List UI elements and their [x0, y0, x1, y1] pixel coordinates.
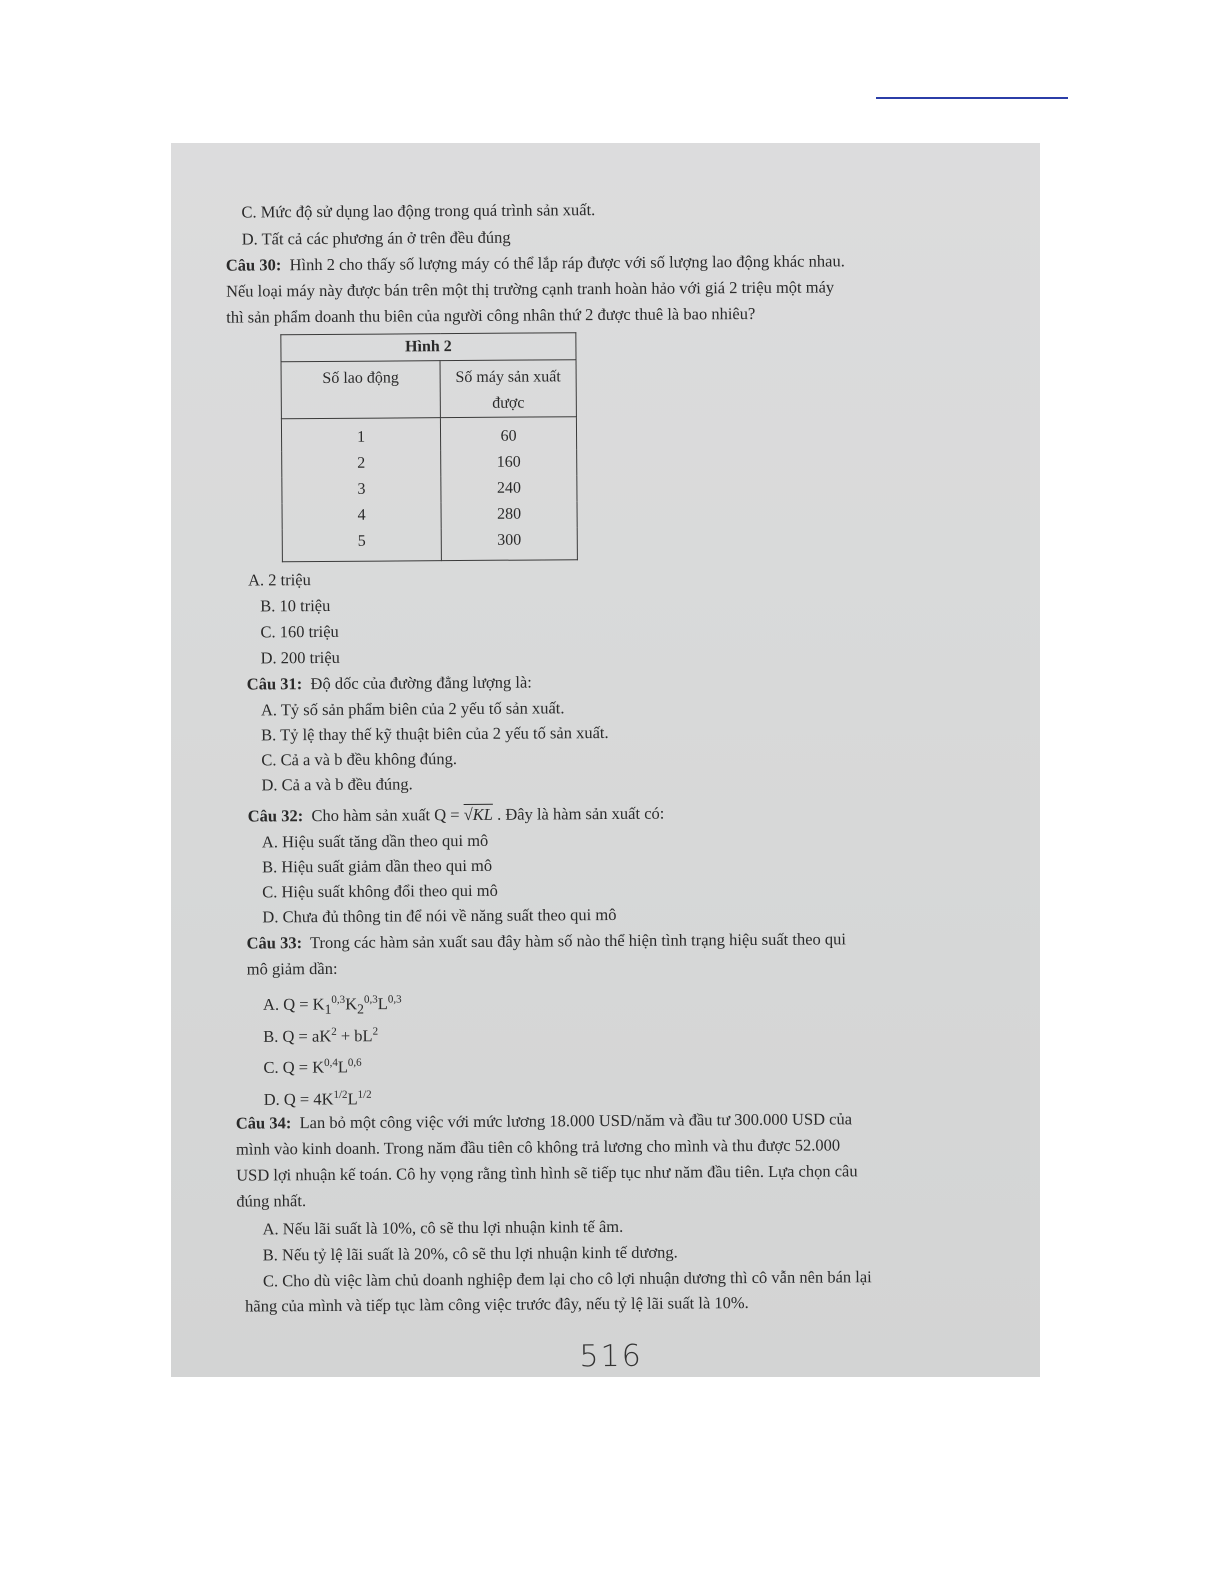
q30-option-a: A. 2 triệu — [247, 570, 311, 590]
table-row — [282, 501, 577, 529]
q31-option-a: A. Tỷ số sản phẩm biên của 2 yếu tố sản xuất. — [260, 698, 565, 720]
q34-stem-line3: USD lợi nhuận kế toán. Cô hy vọng rằng tình hình sẽ tiếp tục như năm đầu tiên. Lựa chọn câu — [236, 1161, 858, 1185]
q33-a-exp3: 0,3 — [387, 993, 402, 1006]
figure-2-table — [280, 332, 578, 562]
table-header-machines-line1: Số máy sản xuất — [455, 368, 561, 387]
table-cell-machines: 160 — [441, 449, 577, 476]
q33-c-exp2: 0,6 — [347, 1056, 362, 1069]
table-row — [282, 527, 577, 562]
q33-b-exp2: 2 — [372, 1025, 379, 1038]
q29-option-d: D. Tất cả các phương án ở trên đều đúng — [241, 227, 511, 249]
q34-stem-line2: mình vào kinh doanh. Trong năm đầu tiên cô không trả lương cho mình và thu được 52.000 — [235, 1135, 841, 1159]
q30-stem-line2: Nếu loại máy này được bán trên một thị trường cạnh tranh hoàn hảo với giá 2 triệu một máy — [225, 277, 835, 301]
q32-sqrt-expr: √KL — [463, 804, 494, 825]
q32-text-post: . Đây là hàm sản xuất có: — [497, 803, 665, 824]
q34-option-b: B. Nếu tỷ lệ lãi suất là 20%, cô sẽ thu lợi nhuận kinh tế dương. — [262, 1242, 678, 1265]
q34-text-1: Lan bỏ một công việc với mức lương 18.000 USD/năm và đầu tư 300.000 USD của — [299, 1109, 853, 1133]
q29-option-c: C. Mức độ sử dụng lao động trong quá trình sản xuất. — [241, 200, 596, 222]
q33-stem-line2: mô giảm dần: — [246, 958, 338, 979]
q33-b-mid: + bL — [336, 1026, 373, 1046]
q33-c-l: L — [337, 1057, 349, 1077]
q33-a-pre: A. Q = K — [262, 994, 325, 1014]
q33-a-k2: K — [345, 994, 358, 1014]
q33-option-d — [264, 1085, 372, 1110]
q32-option-a: A. Hiệu suất tăng dần theo qui mô — [261, 830, 489, 852]
q31-option-d: D. Cả a và b đều đúng. — [261, 774, 413, 795]
table-row — [282, 475, 577, 503]
q30-text-1: Hình 2 cho thấy số lượng máy có thể lắp ráp được với số lượng lao động khác nhau. — [289, 251, 845, 275]
q31-option-c: C. Cả a và b đều không đúng. — [261, 749, 458, 770]
table-header-labor: Số lao động — [281, 361, 440, 419]
table-cell-labor: 4 — [282, 502, 441, 529]
q34-stem-line1 — [236, 1109, 852, 1133]
q34-option-c-line1: C. Cho dù việc làm chủ doanh nghiệp đem lại cho cô lợi nhuận dương thì cô vẫn nên bán lại — [262, 1267, 872, 1291]
q30-label: Câu 30: — [225, 255, 282, 275]
table-cell-machines: 300 — [441, 527, 577, 560]
q34-stem-line4: đúng nhất. — [236, 1191, 307, 1211]
q32-stem — [248, 804, 665, 827]
table-cell-labor: 2 — [282, 450, 441, 477]
q32-option-d: D. Chưa đủ thông tin để nói về năng suất theo qui mô — [262, 904, 617, 927]
table-header-machines-line2: được — [492, 394, 525, 412]
table-title: Hình 2 — [281, 333, 576, 362]
table-row — [282, 449, 577, 477]
q30-option-d: D. 200 triệu — [260, 647, 340, 668]
q33-d-pre: D. Q = 4K — [263, 1089, 334, 1109]
q33-text-1: Trong các hàm sản xuất sau đây hàm số nào thể hiện tình trạng hiệu suất theo qui — [309, 929, 847, 953]
q34-label: Câu 34: — [235, 1113, 292, 1133]
q30-stem-line1 — [226, 251, 845, 275]
q34-option-a: A. Nếu lãi suất là 10%, cô sẽ thu lợi nhuận kinh tế âm. — [262, 1216, 624, 1239]
q33-d-l: L — [347, 1089, 358, 1109]
table-cell-machines: 60 — [440, 417, 576, 450]
q33-label: Câu 33: — [246, 933, 303, 953]
table-row — [281, 417, 576, 452]
q32-option-b: B. Hiệu suất giảm dần theo qui mô — [261, 855, 493, 877]
q33-c-pre: C. Q = K — [263, 1057, 325, 1077]
q33-d-exp2: 1/2 — [357, 1088, 372, 1101]
q33-a-exp2: 0,3 — [363, 993, 378, 1006]
q33-stem-line1 — [247, 929, 847, 953]
q30-option-c: C. 160 triệu — [260, 621, 339, 642]
exam-page-photo — [171, 143, 1040, 1377]
table-cell-labor: 5 — [282, 528, 441, 562]
q33-c-exp1: 0,4 — [324, 1056, 338, 1069]
table-cell-machines: 280 — [441, 501, 577, 528]
q33-a-exp1: 0,3 — [331, 993, 346, 1006]
q31-option-b: B. Tỷ lệ thay thế kỹ thuật biên của 2 yếu tố sản xuất. — [261, 722, 609, 745]
q33-b-exp1: 2 — [331, 1025, 337, 1038]
q32-option-c: C. Hiệu suất không đổi theo qui mô — [262, 880, 498, 902]
q33-a-sub2: 2 — [357, 1001, 365, 1017]
q31-stem — [247, 673, 532, 695]
q33-b-pre: B. Q = aK — [263, 1026, 332, 1046]
q33-a-l: L — [377, 994, 388, 1014]
handwritten-page-number: 516 — [579, 1338, 643, 1375]
q33-option-b — [263, 1022, 378, 1047]
q32-text-pre: Cho hàm sản xuất Q = — [311, 805, 464, 826]
table-header-machines — [440, 360, 576, 418]
table-cell-labor: 3 — [282, 476, 441, 503]
q33-option-c — [263, 1053, 361, 1078]
table-cell-machines: 240 — [441, 475, 577, 502]
q34-option-c-line2: hãng của mình và tiếp tục làm công việc trước đây, nếu tỷ lệ lãi suất là 10%. — [245, 1293, 749, 1316]
q30-stem-line3: thì sản phẩm doanh thu biên của người công nhân thứ 2 được thuê là bao nhiêu? — [226, 303, 756, 327]
q32-label: Câu 32: — [247, 806, 304, 826]
header-link-underline[interactable] — [876, 97, 1068, 99]
q31-text: Độ dốc của đường đẳng lượng là: — [310, 672, 532, 694]
q33-a-sub1: 1 — [324, 1001, 332, 1017]
page-content — [171, 143, 1040, 1377]
q33-option-a — [263, 989, 402, 1020]
table-cell-labor: 1 — [281, 418, 440, 452]
q30-option-b: B. 10 triệu — [260, 595, 331, 616]
q33-d-exp1: 1/2 — [333, 1088, 348, 1101]
q31-label: Câu 31: — [246, 674, 303, 694]
